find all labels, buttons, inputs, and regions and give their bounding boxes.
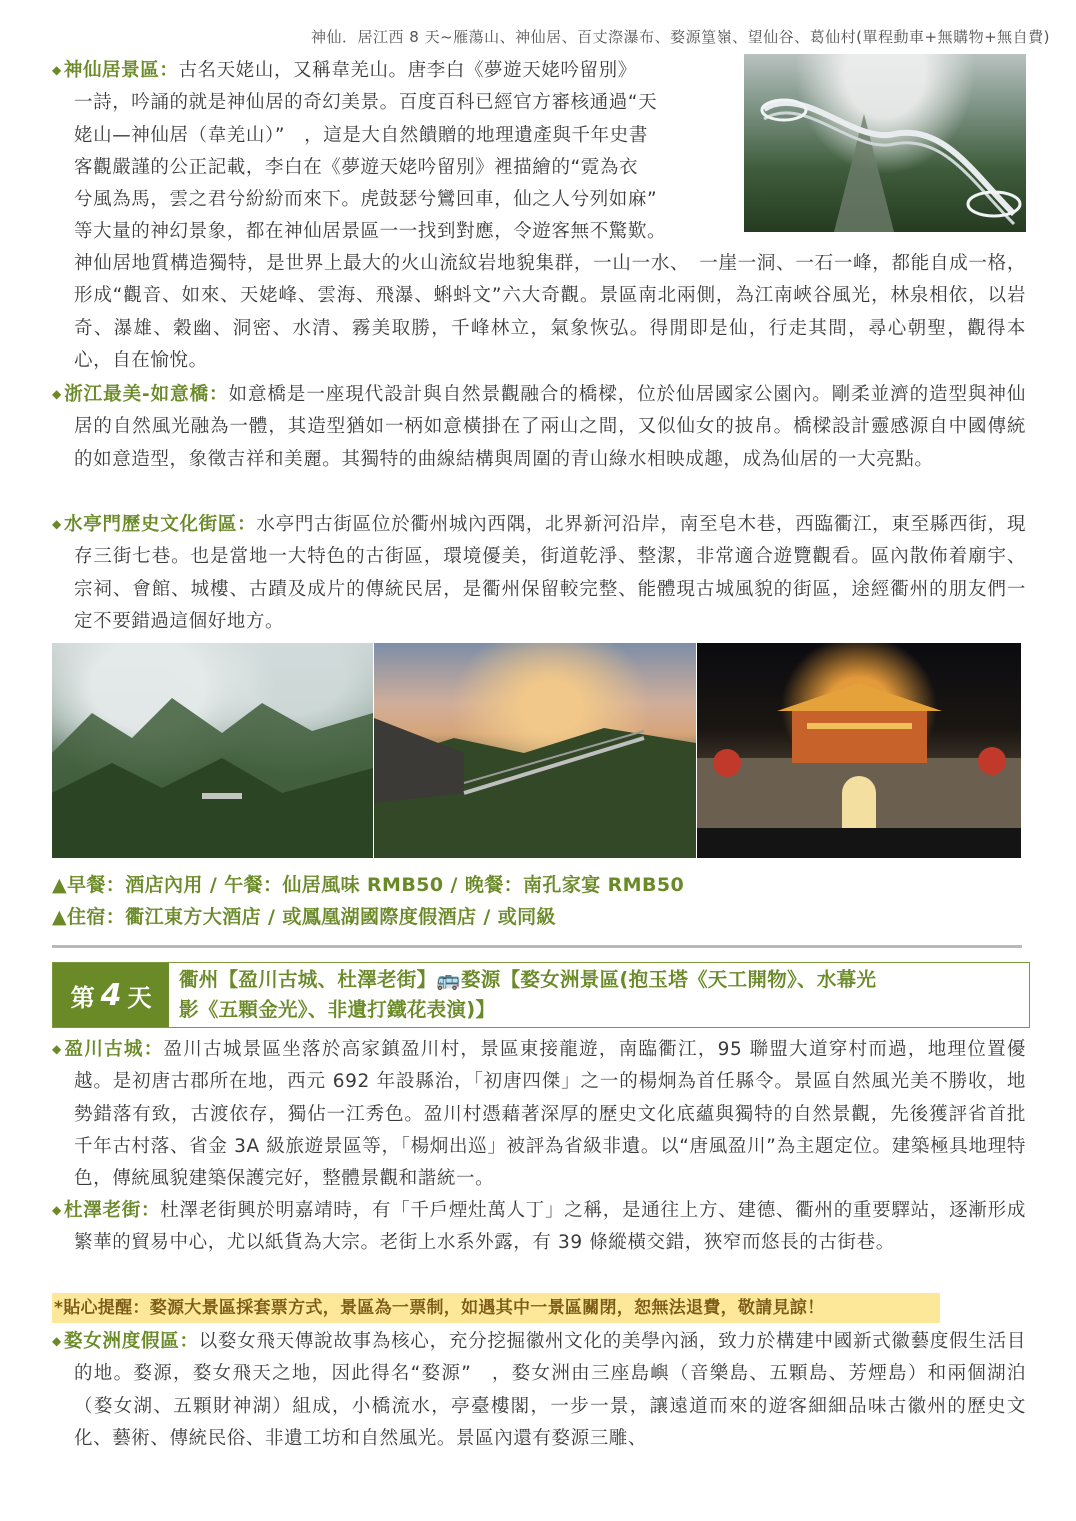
- bullet-icon: ◆: [52, 1042, 63, 1056]
- section-text: 杜澤老街興於明嘉靖時，有「千戶煙灶萬人丁」之稱，是通往上方、建德、衢州的重要驛站，逐漸形成繁華的貿易中心，尤以紙貨為大宗。老街上水系外露，有 39 條縱橫交錯，狹窄而悠長的古街巷。: [74, 1200, 1026, 1254]
- section-title: 婺女洲度假區：: [63, 1331, 199, 1352]
- section-title: 杜澤老街：: [63, 1200, 161, 1221]
- bullet-icon: ◆: [52, 63, 62, 77]
- text-line: 兮風為馬，雲之君兮紛紛而來下。虎鼓瑟兮鸞回車，仙之人兮列如麻”: [74, 189, 658, 211]
- section-shenxianju-p2: 神仙居地質構造獨特，是世界上最大的火山流紋岩地貌集群，一山一水、 一崖一洞、一石一峰，都能自成一格，形成“觀音、如來、天姥峰、雲海、飛瀑、蝌蚪文”六大奇觀。景區南北兩側，為江南峽谷風光，林泉相依，以岩奇、瀑雄、穀幽、洞密、水清、霧美取勝，千峰林立，氣象恢弘。得閒即是仙，行走其間，尋心朝聖，觀得本心，自在愉悅。: [74, 253, 1026, 371]
- hotel-info: ▲住宿：衢江東方大酒店 / 或鳳凰湖國際度假酒店 / 或同級: [52, 906, 556, 928]
- day-number: 4: [100, 977, 122, 1013]
- reminder-note: *貼心提醒：婺源大景區採套票方式，景區為一票制，如遇其中一景區關閉，恕無法退費，敬請見諒！: [52, 1293, 940, 1323]
- page-header: 神仙．居江西 8 天~雁蕩山、神仙居、百丈漈瀑布、婺源篁嶺、望仙谷、葛仙村(單程動車+無購物+無自費): [311, 28, 1050, 46]
- text-line: 等大量的神幻景象，都在神仙居景區一一找到對應，令遊客無不驚歎。: [74, 221, 667, 243]
- section-ruyi: [52, 378, 1026, 476]
- section-wunvzhou: [52, 1325, 1026, 1455]
- bullet-icon: ◆: [52, 517, 62, 531]
- section-text: 古名天姥山，又稱韋羌山。唐李白《夢遊天姥吟留別》: [178, 60, 637, 81]
- day-badge: [53, 963, 169, 1027]
- text-line: 一詩，吟誦的就是神仙居的奇幻美景。百度百科已經官方審核通過“天: [74, 92, 658, 114]
- section-shuiting: [52, 508, 1026, 638]
- day-title: [179, 965, 1029, 1025]
- bullet-icon: ◆: [52, 387, 63, 401]
- day-title-line1: 衢州【盈川古城、杜澤老街】🚌婺源【婺女洲景區(抱玉塔《天工開物》、水幕光: [179, 968, 877, 991]
- text-line: 客觀嚴謹的公正記載，李白在《夢遊天姥吟留別》裡描繪的“霓為衣: [74, 156, 639, 178]
- bullet-icon: ◆: [52, 1203, 62, 1217]
- day-label-post: 天: [127, 983, 152, 1012]
- section-title: 盈川古城：: [64, 1039, 164, 1060]
- text-line: 姥山—神仙居（韋羌山）” ，這是大自然饋贈的地理遺產與千年史書: [74, 124, 648, 146]
- section-text: 如意橋是一座現代設計與自然景觀融合的橋樑，位於仙居國家公園內。剛柔並濟的造型與神仙居的自然風光融為一體，其造型猶如一柄如意橫掛在了兩山之間，又似仙女的披帛。橋樑設計靈感源自中國傳統的如意造型，象徵吉祥和美麗。其獨特的曲線結構與周圍的青山綠水相映成趣，成為仙居的一大亮點。: [74, 384, 1026, 470]
- section-duze: [52, 1194, 1026, 1260]
- bullet-icon: ◆: [52, 1334, 62, 1348]
- mountain-photo: [52, 643, 373, 858]
- section-text: 以婺女飛天傳說故事為核心，充分挖掘徽州文化的美學內涵，致力於構建中國新式徽藝度假生活目的地。婺源，婺女飛天之地，因此得名“婺源” ，婺女洲由三座島嶼（音樂島、五顆島、芳煙島）和兩個湖泊（婺女湖、五顆財神湖）組成，小橋流水，亭臺樓閣，一步一景，讓遠道而來的遊客細細品味古徽州的歷史文化、藝術、傳統民俗、非遺工坊和自然風光。景區內還有婺源三雕、: [74, 1331, 1026, 1449]
- sunset-bridge-photo: [374, 643, 696, 858]
- divider: [52, 945, 1022, 948]
- day-title-line2: 影《五顆金光》、非遺打鐵花表演)】: [179, 998, 496, 1021]
- section-yingchuan: [52, 1033, 1026, 1195]
- city-gate-night-photo: [697, 643, 1021, 858]
- section-text: 水亭門古街區位於衢州城內西隅，北界新河沿岸，南至皂木巷，西臨衢江，東至縣西街，現存三街七巷。也是當地一大特色的古街區，環境優美，街道乾淨、整潔，非常適合遊覽觀看。區內散佈着廟宇、宗祠、會館、城樓、古蹟及成片的傳統民居，是衢州保留較完整、能體現古城風貌的街區，途經衢州的朋友們一定不要錯過這個好地方。: [74, 514, 1026, 632]
- ruyi-bridge-photo: [744, 54, 1026, 232]
- section-text: 盈川古城景區坐落於高家鎮盈川村，景區東接龍遊，南臨衢江，95 聯盟大道穿村而過，地理位置優越。是初唐古郡所在地，西元 692 年設縣治，「初唐四傑」之一的楊炯為首任縣令。景區自然風光美不勝收，地勢錯落有致，古渡依存，獨佔一江秀色。盈川村憑藉著深厚的歷史文化底蘊與獨特的自然景觀，先後獲評省首批千年古村落、省金 3A 級旅遊景區等，「楊炯出巡」被評為省級非遺。以“唐風盈川”為主題定位。建築極具地理特色，傳統風貌建築保護完好，整體景觀和諧統一。: [74, 1039, 1026, 1190]
- section-shenxianju: [52, 54, 732, 249]
- section-title: 浙江最美-如意橋：: [64, 384, 229, 405]
- section-title: 神仙居景區：: [63, 60, 179, 81]
- section-title: 水亭門歷史文化街區：: [63, 514, 257, 535]
- day-header: [52, 962, 1030, 1028]
- day-label-pre: 第: [70, 983, 95, 1012]
- meals-info: ▲早餐：酒店內用 / 午餐：仙居風味 RMB50 / 晚餐：南孔家宴 RMB50: [52, 874, 685, 896]
